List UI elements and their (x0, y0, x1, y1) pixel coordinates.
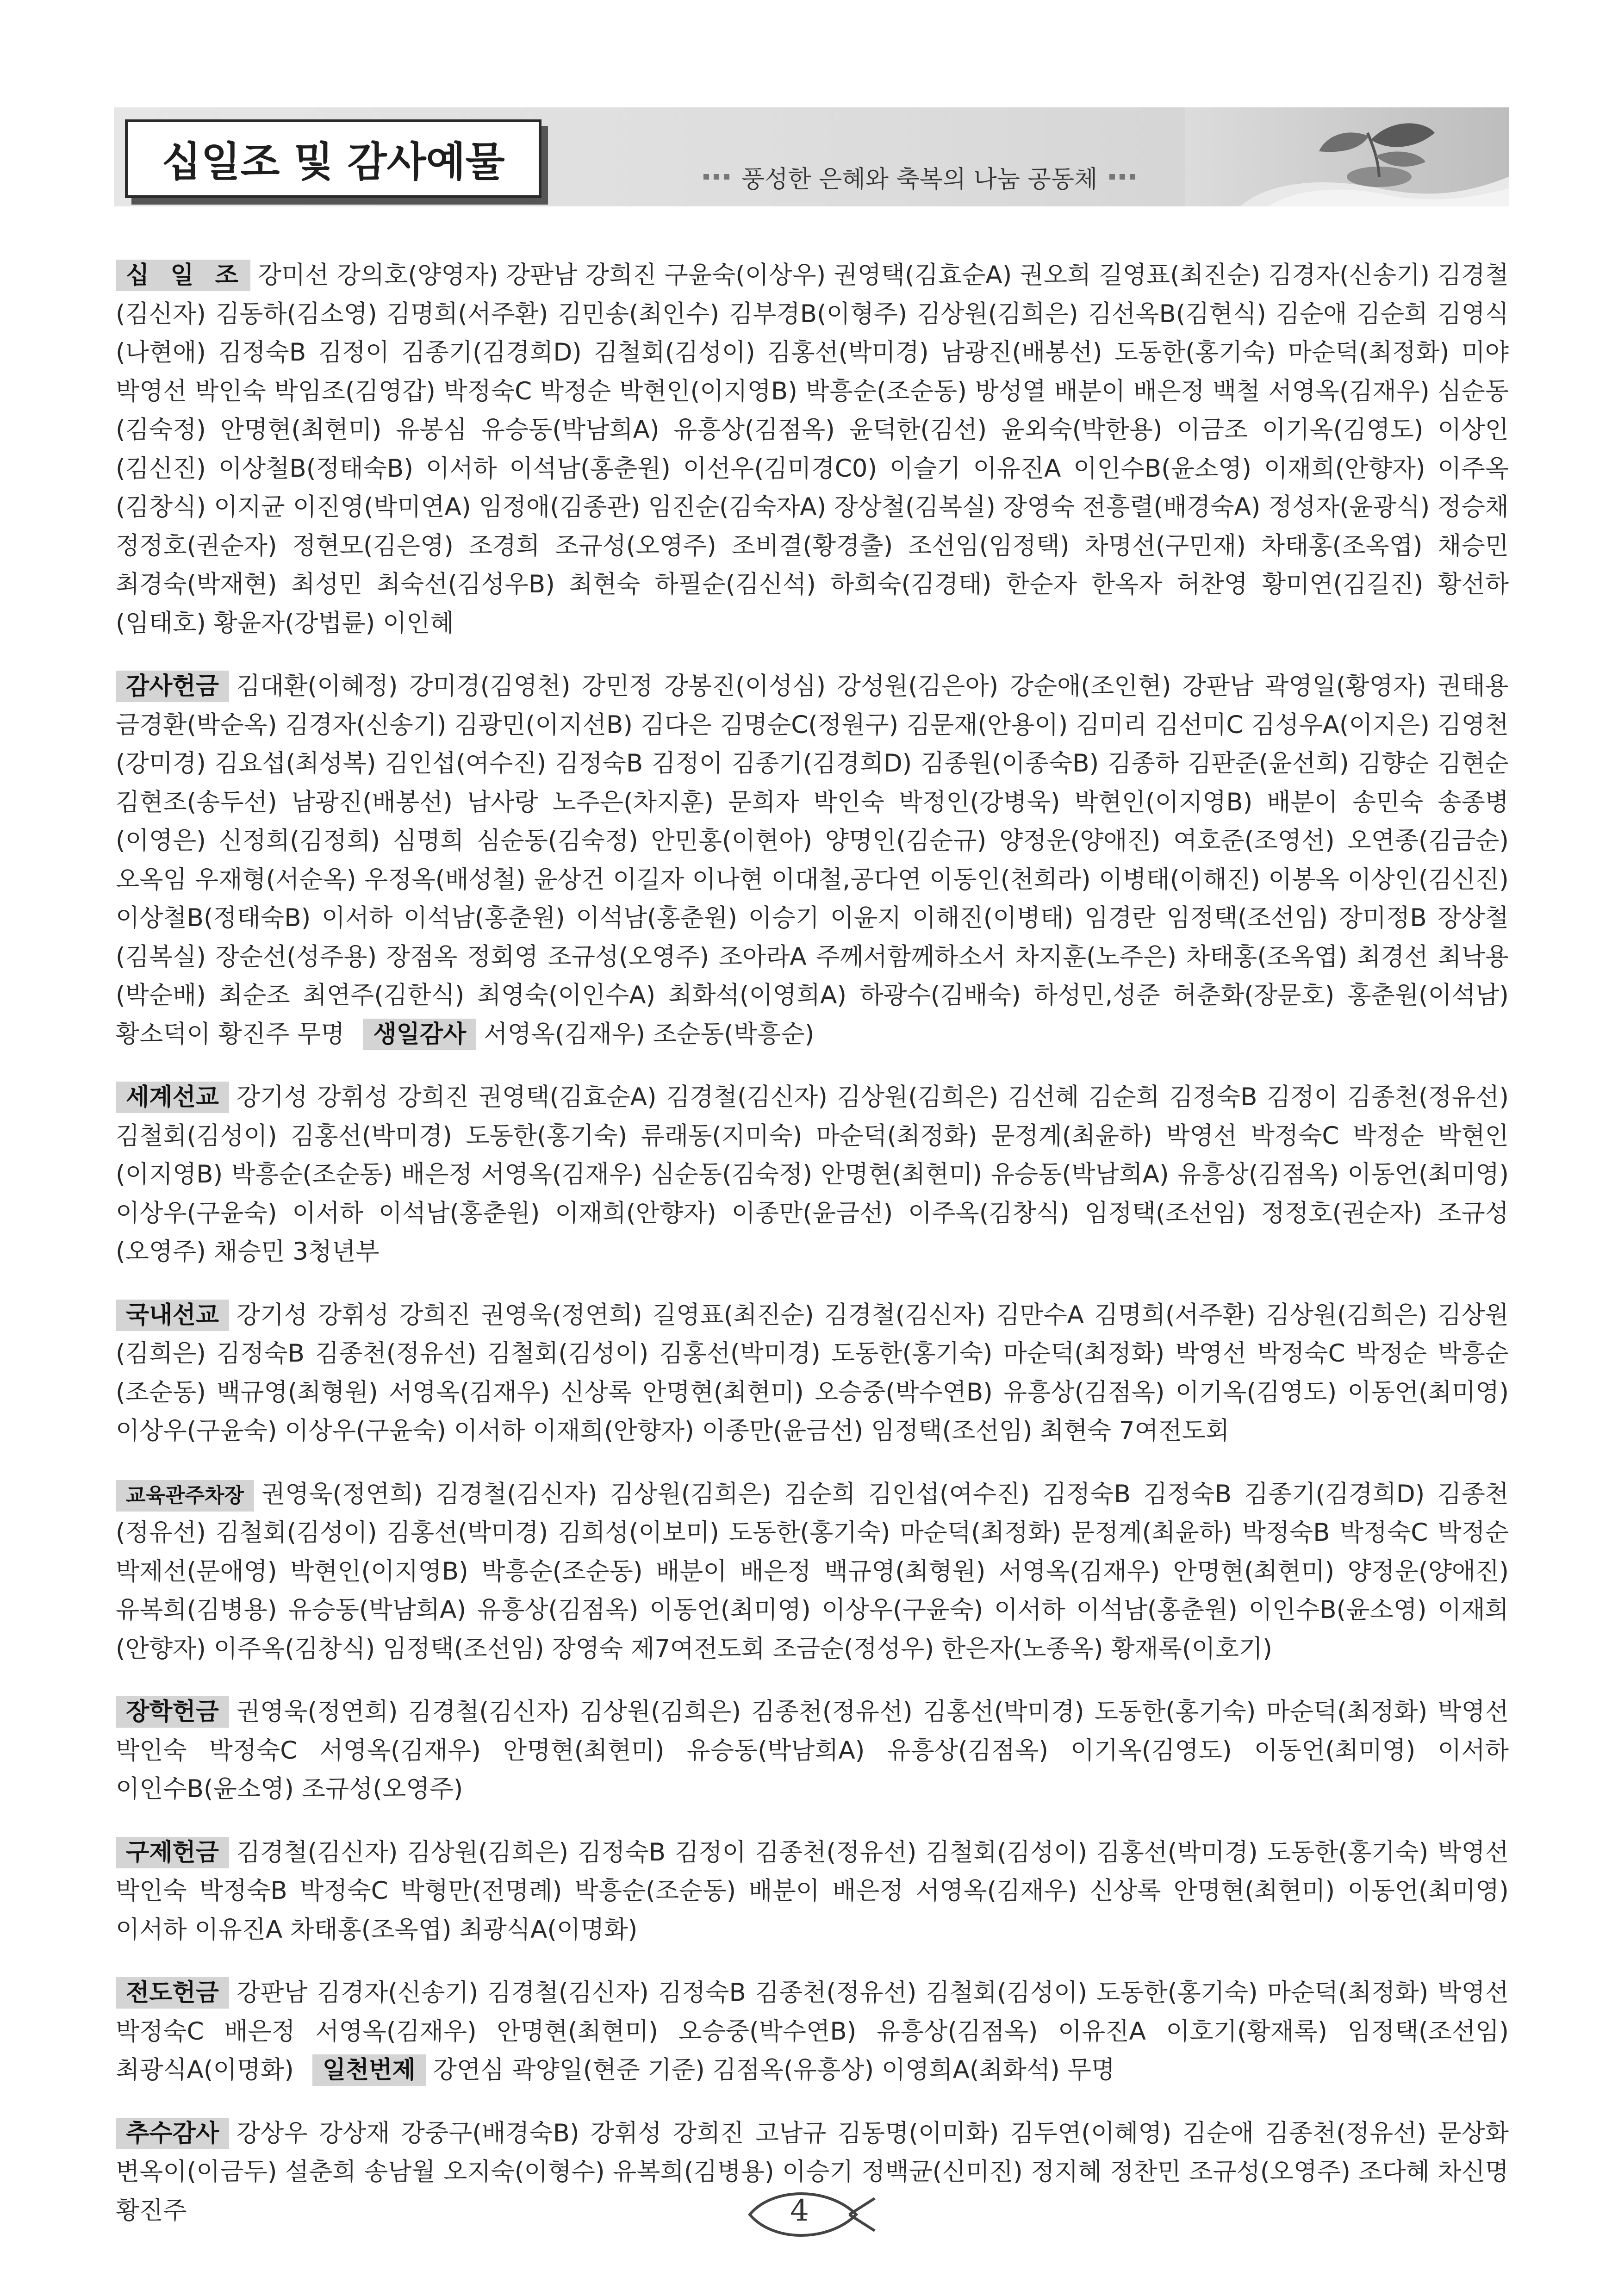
section-education-parking (116, 1475, 1509, 1668)
section-tithe (116, 256, 1509, 642)
section-label: 추수감사 (116, 2118, 229, 2149)
section-names: 권영욱(정연희) 김경철(김신자) 김상원(김희은) 김순희 김인섭(여수진) 김정숙B 김정숙B 김종기(김경희D) 김종천(정유선) 김철회(김성이) 김홍선(박미경) 김희성(이보미) 도동한(홍기숙) 마순덕(최정화) 문정계(최윤하) 박정숙B 박정숙C 박정순 박제선(문애영) 박현인(이지영B) 박흥순(조순동) 배분이 배은정 백규영(최형원) 서영옥(김재우) 안명현(최현미) 양정운(양애진) 유복희(김병용) 유승동(박남희A) 유흥상(김점옥) 이동언(최미영) 이상우(구윤숙) 이서하 이석남(홍춘원) 이인수B(윤소영) 이재희(안향자) 이주옥(김창식) 임정택(조선임) 장영숙 제7여전도회 조금순(정성우) 한은자(노종옥) 황재록(이호기) (116, 1480, 1509, 1663)
inline-section-names: 서영옥(김재우) 조순동(박흥순) (484, 1020, 815, 1048)
section-label: 감사헌금 (116, 671, 229, 702)
trailing-dots-ornament (1109, 174, 1135, 180)
subtitle (703, 158, 1135, 195)
section-names: 강판남 김경자(신송기) 김경철(김신자) 김정숙B 김종천(정유선) 김철회(김성이) 도동한(홍기숙) 마순덕(최정화) 박영선 박정숙C 배은정 서영옥(김재우) 안명현(최현미) 오승중(박수연B) 유흥상(김점옥) 이유진A 이호기(황재록) 임정택(조선임) 최광식A(이명화) (116, 1979, 1509, 2084)
inline-section-names: 강연심 곽양일(현준 기준) 김점옥(유흥상) 이영희A(최화석) 무명 (433, 2056, 1115, 2084)
section-relief (116, 1833, 1509, 1949)
section-names: 김대환(이혜정) 강미경(김영천) 강민정 강봉진(이성심) 강성원(김은아) 강순애(조인현) 강판남 곽영일(황영자) 권태용 금경환(박순옥) 김경자(신송기) 김광민(이지선B) 김다은 김명순C(정원구) 김문재(안용이) 김미리 김선미C 김성우A(이지은) 김영천(강미경) 김요섭(최성복) 김인섭(여수진) 김정숙B 김정이 김종기(김경희D) 김종원(이종숙B) 김종하 김판준(윤선희) 김향순 김현순 김현조(송두선) 남광진(배봉선) 남사랑 노주은(차지훈) 문희자 박인숙 박정인(강병욱) 박현인(이지영B) 배분이 송민숙 송종병(이영은) 신정희(김정희) 심명희 심순동(김숙정) 안민홍(이현아) 양명인(김순규) 양정운(양애진) 여호준(조영선) 오연종(김금순) 오옥임 우재형(서순옥) 우정옥(배성철) 윤상건 이길자 이나현 이대철,공다연 이동인(천희라) 이병태(이해진) 이봉옥 이상인(김신진) 이상철B(정태숙B) 이서하 이석남(홍춘원) 이석남(홍춘원) 이승기 이윤지 이해진(이병태) 임경란 임정택(조선임) 장미정B 장상철(김복실) 장순선(성주용) 장점옥 정회영 조규성(오영주) 조아라A 주께서함께하소서 차지훈(노주은) 차태홍(조옥엽) 최경선 최낙용(박순배) 최순조 최연주(김한식) 최영숙(이인수A) 최화석(이영희A) 하광수(김배숙) 하성민,성준 허춘화(장문호) 홍춘원(이석남) 황소덕이 황진주 무명 (116, 672, 1509, 1048)
section-names: 강상우 강상재 강중구(배경숙B) 강휘성 강희진 고남규 김동명(이미화) 김두연(이혜영) 김순애 김종천(정유선) 문상화 변옥이(이금두) 설춘희 송남월 오지숙(이형수) 유복희(김병용) 이승기 정백균(신미진) 정지혜 정찬민 조규성(오영주) 조다혜 차신명 황진주 (116, 2119, 1509, 2225)
plant-in-hands-illustration (1185, 107, 1509, 206)
section-domestic-mission (116, 1296, 1509, 1450)
section-names: 권영욱(정연희) 김경철(김신자) 김상원(김희은) 김종천(정유선) 김홍선(박미경) 도동한(홍기숙) 마순덕(최정화) 박영선 박인숙 박정숙C 서영옥(김재우) 안명현(최현미) 유승동(박남희A) 유흥상(김점옥) 이기옥(김영도) 이동언(최미영) 이서하 이인수B(윤소영) 조규성(오영주) (116, 1698, 1509, 1803)
section-thanksgiving-offering (116, 667, 1509, 1053)
inline-section-label: 생일감사 (363, 1019, 476, 1050)
section-label: 세계선교 (116, 1082, 229, 1113)
section-scholarship (116, 1692, 1509, 1809)
section-label: 국내선교 (116, 1300, 229, 1331)
leading-dots-ornament (703, 174, 729, 180)
page-title: 십일조 및 감사예물 (125, 119, 541, 198)
section-names: 김경철(김신자) 김상원(김희은) 김정숙B 김정이 김종천(정유선) 김철회(김성이) 김홍선(박미경) 도동한(홍기숙) 박영선 박인숙 박정숙B 박정숙C 박형만(전명례) 박흥순(조순동) 배분이 배은정 서영옥(김재우) 신상록 안명현(최현미) 이동언(최미영) 이서하 이유진A 차태홍(조옥엽) 최광식A(이명화) (116, 1838, 1509, 1944)
section-world-mission (116, 1078, 1509, 1271)
section-names: 강기성 강휘성 강희진 권영택(김효순A) 김경철(김신자) 김상원(김희은) 김선혜 김순희 김정숙B 김정이 김종천(정유선) 김철회(김성이) 김홍선(박미경) 도동한(홍기숙) 류래동(지미숙) 마순덕(최정화) 문정계(최윤하) 박영선 박정숙C 박정순 박현인(이지영B) 박흥순(조순동) 배은정 서영옥(김재우) 심순동(김숙정) 안명현(최현미) 유승동(박남희A) 유흥상(김점옥) 이동언(최미영) 이상우(구윤숙) 이서하 이석남(홍춘원) 이재희(안향자) 이종만(윤금선) 이주옥(김창식) 임정택(조선임) 정정호(권순자) 조규성(오영주) 채승민 3청년부 (116, 1083, 1509, 1266)
page-footer (741, 2184, 879, 2245)
page-number: 4 (790, 2194, 809, 2228)
section-label: 교육관주차장 (116, 1480, 254, 1512)
section-label: 전도헌금 (116, 1977, 229, 2009)
section-label: 장학헌금 (116, 1696, 229, 1728)
section-names: 강기성 강휘성 강희진 권영욱(정연희) 길영표(최진순) 김경철(김신자) 김만수A 김명희(서주환) 김상원(김희은) 김상원(김희은) 김정숙B 김종천(정유선) 김철회(김성이) 김홍선(박미경) 도동한(홍기숙) 마순덕(최정화) 박영선 박정숙C 박정순 박흥순(조순동) 백규영(최형원) 서영옥(김재우) 신상록 안명현(최현미) 오승중(박수연B) 유흥상(김점옥) 이기옥(김영도) 이동언(최미영) 이상우(구윤숙) 이상우(구윤숙) 이서하 이재희(안향자) 이종만(윤금선) 임정택(조선임) 최현숙 7여전도회 (116, 1300, 1509, 1445)
section-names: 강미선 강의호(양영자) 강판남 강희진 구윤숙(이상우) 권영택(김효순A) 권오희 길영표(최진순) 김경자(신송기) 김경철(김신자) 김동하(김소영) 김명희(서주환) 김민송(최인수) 김부경B(이형주) 김상원(김희은) 김선옥B(김현식) 김순애 김순희 김영식(나현애) 김정숙B 김정이 김종기(김경희D) 김철회(김성이) 김홍선(박미경) 남광진(배봉선) 도동한(홍기숙) 마순덕(최정화) 미야 박영선 박인숙 박임조(김영갑) 박정숙C 박정순 박현인(이지영B) 박흥순(조순동) 방성열 배분이 배은정 백철 서영옥(김재우) 심순동(김숙정) 안명현(최현미) 유봉심 유승동(박남희A) 유흥상(김점옥) 윤덕한(김선) 윤외숙(박한용) 이금조 이기옥(김영도) 이상인(김신진) 이상철B(정태숙B) 이서하 이석남(홍춘원) 이선우(김미경C0) 이슬기 이유진A 이인수B(윤소영) 이재희(안향자) 이주옥(김창식) 이지균 이진영(박미연A) 임정애(김종관) 임진순(김숙자A) 장상철(김복실) 장영숙 전흥렬(배경숙A) 정성자(윤광식) 정승채 정정호(권순자) 정현모(김은영) 조경희 조규성(오영주) 조비결(황경출) 조선임(임정택) 차명선(구민재) 차태홍(조옥엽) 채승민 최경숙(박재현) 최성민 최숙선(김성우B) 최현숙 하필순(김신석) 하희숙(김경태) 한순자 한옥자 허찬영 황미연(김길진) 황선하(임태호) 황윤자(강법륜) 이인혜 (116, 261, 1509, 637)
subtitle-text: 풍성한 은혜와 축복의 나눔 공동체 (741, 165, 1098, 193)
section-evangelism (116, 1973, 1509, 2090)
inline-section-label: 일천번제 (312, 2054, 426, 2086)
section-label: 십 일 조 (116, 260, 250, 291)
section-label: 구제헌금 (116, 1837, 229, 1868)
offering-list (116, 231, 1509, 2247)
